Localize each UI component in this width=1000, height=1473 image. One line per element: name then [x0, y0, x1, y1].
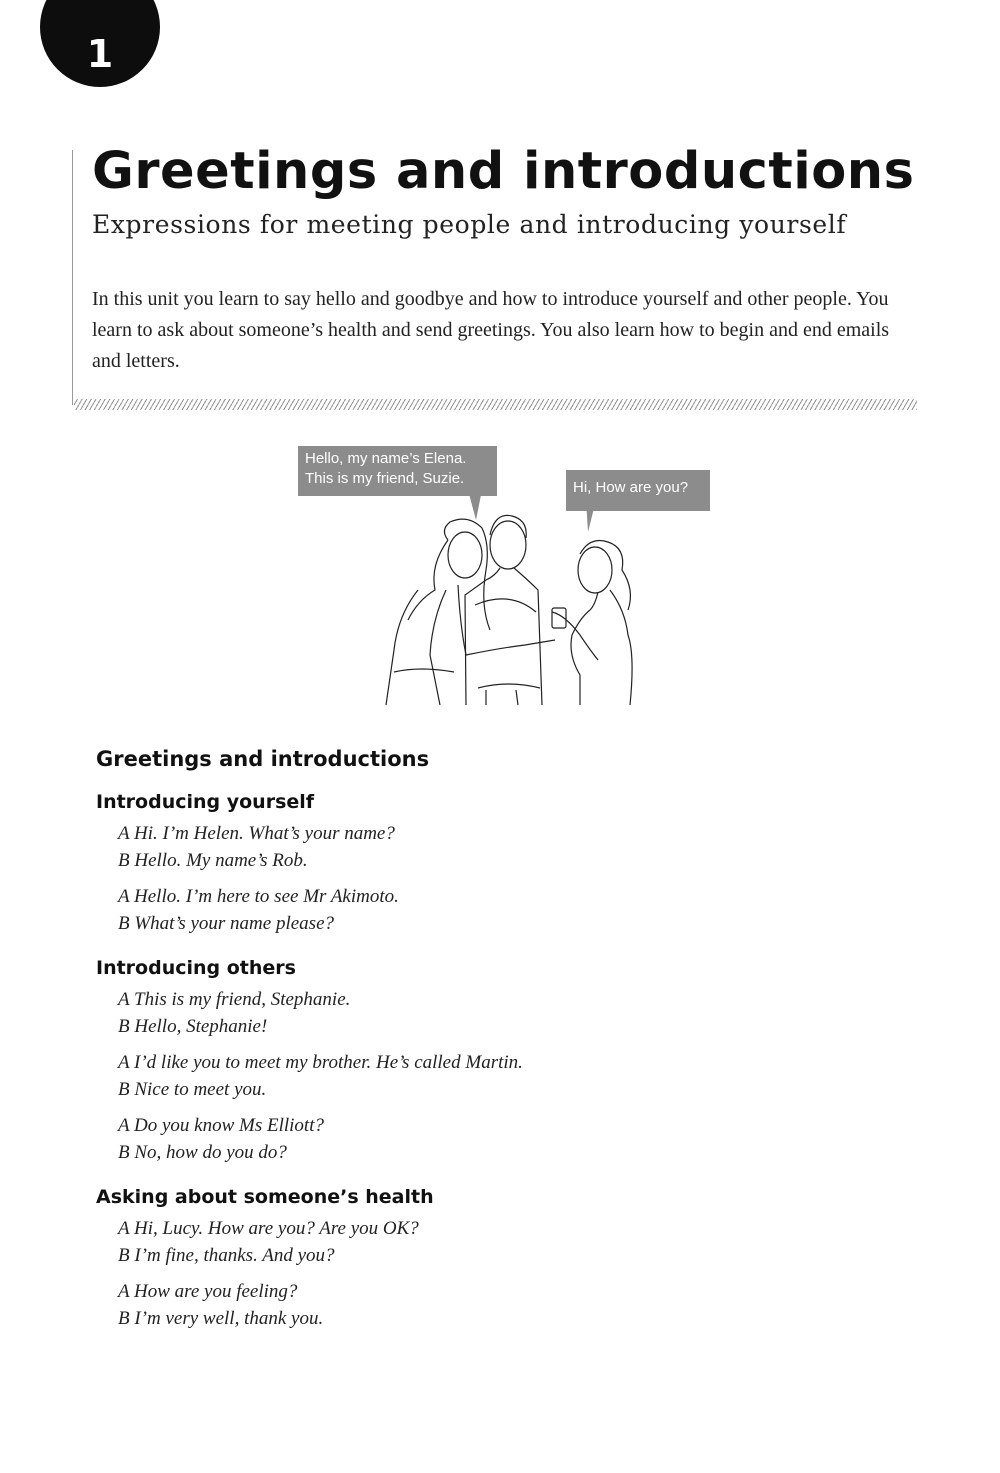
lesson-content	[96, 742, 896, 1349]
dialog-line: A Hi. I’m Helen. What’s your name?	[118, 823, 395, 844]
dialog	[118, 883, 896, 937]
hatched-divider	[74, 399, 917, 410]
man-figure	[465, 515, 542, 705]
page-title: Greetings and introductions	[92, 142, 915, 201]
dialog-line: A Hi, Lucy. How are you? Are you OK?	[118, 1218, 419, 1239]
topic-asking-about-health	[96, 1183, 896, 1332]
topic-heading: Asking about someone’s health	[96, 1186, 434, 1208]
dialog	[118, 986, 896, 1040]
suzie-figure	[552, 541, 632, 706]
topic-introducing-others	[96, 954, 896, 1166]
dialog	[118, 820, 896, 874]
speech-bubble-suzie	[566, 470, 710, 511]
speech-bubble-line: Hello, my name’s Elena.	[305, 450, 467, 467]
dialog-line: B Hello, Stephanie!	[118, 1016, 268, 1037]
dialog-line: B No, how do you do?	[118, 1142, 287, 1163]
dialog-line: B Hello. My name’s Rob.	[118, 850, 308, 871]
dialog	[118, 1112, 896, 1166]
unit-number: 1	[86, 32, 114, 76]
dialog-line: B I’m fine, thanks. And you?	[118, 1245, 335, 1266]
dialog-line: B What’s your name please?	[118, 913, 335, 934]
dialog-line: A Hello. I’m here to see Mr Akimoto.	[118, 886, 399, 907]
dialog-line: B I’m very well, thank you.	[118, 1308, 324, 1329]
speech-bubble-line: This is my friend, Suzie.	[305, 470, 465, 487]
dialog	[118, 1049, 896, 1103]
dialog-line: A This is my friend, Stephanie.	[118, 989, 351, 1010]
dialog	[118, 1215, 896, 1269]
dialog-line: A Do you know Ms Elliott?	[118, 1115, 324, 1136]
topic-heading: Introducing yourself	[96, 791, 315, 813]
unit-introduction: In this unit you learn to say hello and goodbye and how to introduce yourself and other people. You learn to ask about someone’s health and send greetings. You also learn how to begin and end emails and letters.	[92, 288, 890, 372]
page-subtitle: Expressions for meeting people and introducing yourself	[92, 210, 847, 239]
topic-introducing-yourself	[96, 788, 896, 937]
unit-number-badge	[40, 0, 160, 87]
intro-margin-rule	[72, 150, 73, 405]
dialog-line: A I’d like you to meet my brother. He’s called Martin.	[118, 1052, 523, 1073]
elena-figure	[386, 519, 555, 705]
speech-bubble-elena	[298, 446, 497, 496]
dialog-line: B Nice to meet you.	[118, 1079, 267, 1100]
dialog-line: A How are you feeling?	[118, 1281, 298, 1302]
dialog	[118, 1278, 896, 1332]
speech-bubble-line: Hi, How are you?	[573, 479, 689, 496]
topic-heading: Introducing others	[96, 957, 296, 979]
section-heading: Greetings and introductions	[96, 747, 430, 771]
